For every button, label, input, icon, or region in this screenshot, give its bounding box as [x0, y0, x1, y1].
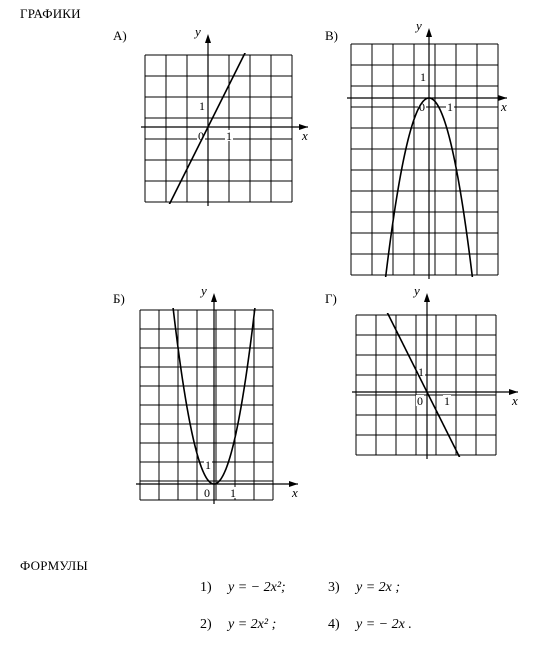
- x-axis-label: x: [292, 485, 298, 500]
- y-axis-label: y: [201, 283, 207, 298]
- y-axis-label: y: [414, 283, 420, 298]
- formula-number: 3): [328, 580, 340, 595]
- y-unit-label: 1: [418, 365, 424, 379]
- formula-3: [328, 580, 400, 596]
- formula-expression: y = − 2x²;: [228, 580, 286, 595]
- y-unit-label: 1: [205, 458, 211, 472]
- grid: [356, 315, 496, 455]
- formula-number: 4): [328, 617, 340, 632]
- formula-expression: y = − 2x .: [356, 617, 412, 632]
- origin-label: 0: [198, 129, 204, 143]
- graphs-heading: ГРАФИКИ: [20, 6, 81, 21]
- x-axis-label: x: [512, 393, 518, 408]
- y-arrow-icon: [426, 28, 432, 37]
- formula-expression: y = 2x ;: [356, 580, 401, 595]
- formula-number: 1): [200, 580, 212, 595]
- x-axis-label: x: [501, 99, 507, 114]
- y-unit-label: 1: [199, 99, 205, 113]
- graph-b: [113, 254, 298, 504]
- formulas-heading: ФОРМУЛЫ: [20, 558, 88, 573]
- x-axis-label: x: [302, 128, 308, 143]
- graph-label: А): [113, 28, 127, 43]
- function-curve: [359, 255, 488, 513]
- x-unit-label: 1: [444, 394, 450, 408]
- graph-a: [113, 0, 308, 262]
- y-axis-label: y: [416, 18, 422, 33]
- graph-g: [325, 255, 518, 513]
- y-arrow-icon: [205, 34, 211, 43]
- grid: [145, 55, 292, 202]
- origin-label: 0: [204, 486, 210, 500]
- x-unit-label: 1: [230, 486, 236, 500]
- origin-label: 0: [419, 100, 425, 114]
- x-unit-label: 1: [226, 129, 232, 143]
- formula-number: 2): [200, 617, 212, 632]
- formula-expression: y = 2x² ;: [228, 617, 277, 632]
- graph-label: Б): [113, 291, 125, 306]
- formula-4: [328, 617, 412, 633]
- origin-label: 0: [417, 394, 423, 408]
- formula-2: [200, 617, 276, 633]
- y-arrow-icon: [424, 293, 430, 302]
- graph-label: Г): [325, 291, 337, 306]
- y-axis-label: y: [195, 24, 201, 39]
- graph-label: В): [325, 28, 338, 43]
- x-unit-label: 1: [447, 100, 453, 114]
- y-arrow-icon: [211, 293, 217, 302]
- formula-1: [200, 580, 286, 596]
- y-unit-label: 1: [420, 70, 426, 84]
